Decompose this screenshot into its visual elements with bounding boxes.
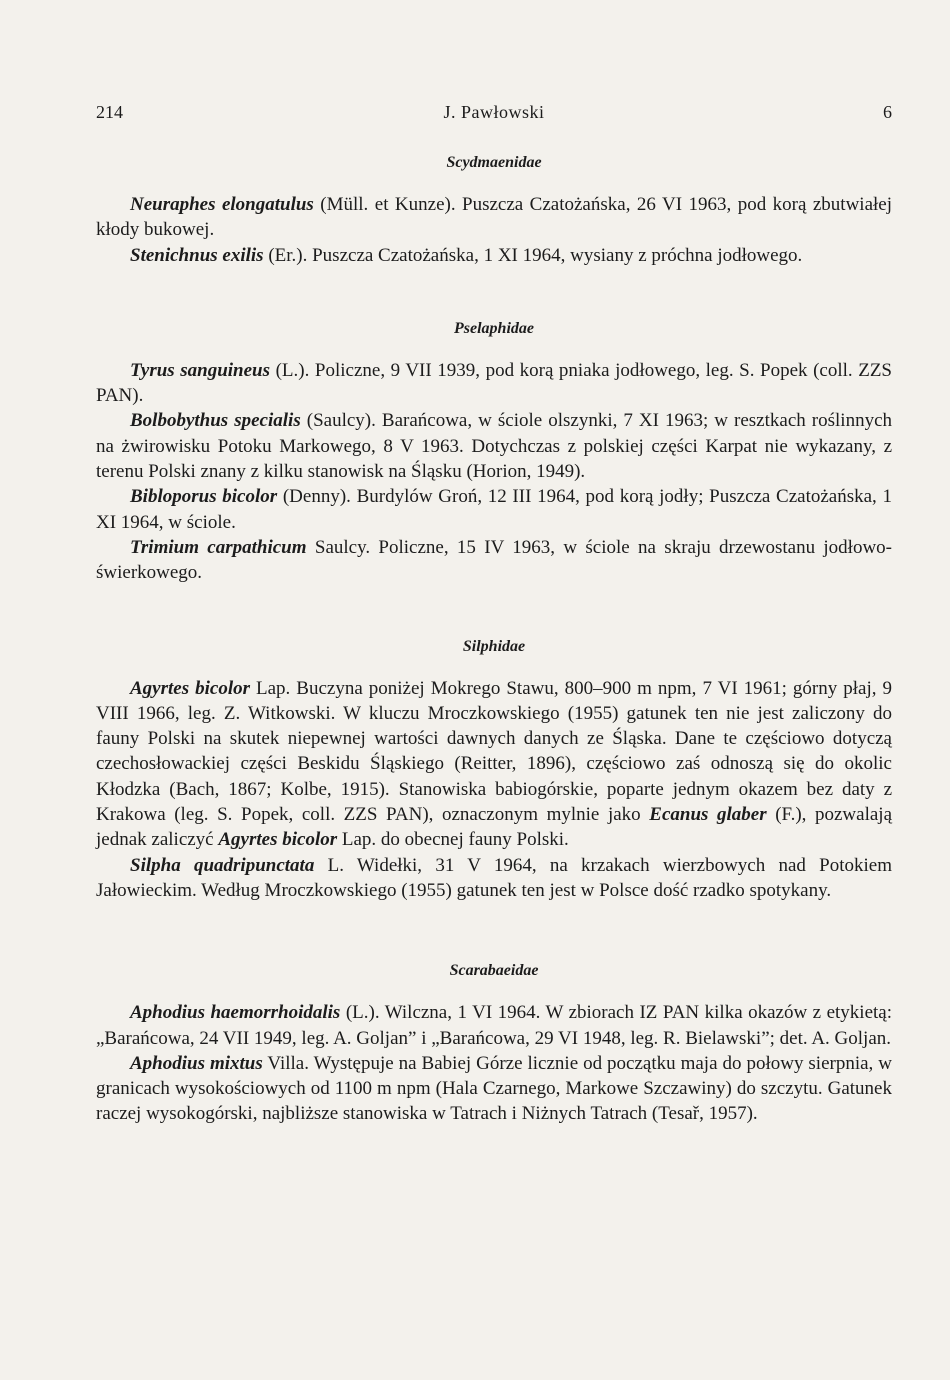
species-entry <box>96 358 892 409</box>
entry-text: (L.). Wilczna, 1 VI 1964. W zbiorach IZ PAN kilka okazów z etykietą: „Barańcowa, 24 VII 1949, leg. A. Goljan” i „Barańcowa, 29 VI 1948, leg. R. Bielawski”; det. A. Goljan. <box>96 1002 892 1049</box>
entry-text: (F.), pozwalają jednak zaliczyć <box>96 804 893 851</box>
species-name: Tyrus sanguineus <box>130 359 271 381</box>
article-body <box>96 150 892 1127</box>
species-entry <box>96 243 892 268</box>
section-number: 6 <box>883 102 892 122</box>
species-name: Neuraphes elongatulus <box>130 194 314 215</box>
species-name: Aphodius mixtus <box>130 1052 263 1074</box>
species-name: Silpha quadripunctata <box>130 854 315 876</box>
species-entry <box>96 1000 892 1051</box>
species-entry <box>96 484 892 535</box>
species-entry <box>96 1051 892 1127</box>
family-heading-pselaphidae: Pselaphidae <box>454 319 534 337</box>
entry-text: (Denny). Burdylów Groń, 12 III 1964, pod korą jodły; Puszcza Czatożańska, 1 XI 1964, w ściole. <box>96 486 892 533</box>
family-heading-scarabaeidae: Scarabaeidae <box>449 962 539 980</box>
entry-text: L. Widełki, 31 V 1964, na krzakach wierzbowych nad Potokiem Jałowieckim. Według Mroczkowskiego (1955) gatunek ten jest w Polsce dość rzadko spotykany. <box>96 854 893 901</box>
running-head: J. Pawłowski <box>443 102 545 122</box>
entry-text: (Müll. et Kunze). Puszcza Czatożańska, 26 VI 1963, pod korą zbutwiałej kłody bukowej. <box>96 194 892 241</box>
species-name: Aphodius haemorrhoidalis <box>130 1002 341 1024</box>
entry-text: Villa. Występuje na Babiej Górze licznie od początku maja do połowy sierpnia, w granicach wysokościowych od 1100 m npm (Hala Czarnego, Markowe Szczawiny) do szczytu. Gatunek raczej wysokogórski, najbliższe stanowiska w Tatrach i Niżnych Tatrach (Tesař, 1957). <box>96 1052 892 1125</box>
entry-text: (L.). Policzne, 9 VII 1939, pod korą pniaka jodłowego, leg. S. Popek (coll. ZZS PAN). <box>96 359 892 407</box>
page-header <box>96 102 892 128</box>
entry-text: Saulcy. Policzne, 15 IV 1963, w ściole na skraju drzewostanu jodłowo-świerkowego. <box>96 536 893 584</box>
species-entry <box>96 535 892 586</box>
entry-text: Lap. Buczyna poniżej Mokrego Stawu, 800–900 m npm, 7 VI 1961; górny płaj, 9 VIII 1966, leg. Z. Witkowski. W kluczu Mroczkowskiego (1955) gatunek ten nie jest zaliczony do fauny Polski na skutek niepewnej wartości dawnych danych ze Śląska. Dane te częściowo dotyczą czechosłowackiej części Beskidu Śląskiego (Reitter, 1896), częściowo zaś odnoszą się do okolic Kłodzka (Bach, 1867; Kolbe, 1915). Stanowiska babiogórskie, poparte jednym okazem bez daty z Krakowa (leg. S. Popek, coll. ZZS PAN), oznaczonym mylnie jako <box>96 677 893 826</box>
species-entry <box>96 192 892 243</box>
entry-text: (Er.). Puszcza Czatożańska, 1 XI 1964, wysiany z próchna jodłowego. <box>268 244 803 266</box>
species-name: Stenichnus exilis <box>130 244 264 266</box>
species-entry <box>96 408 892 484</box>
entry-text: Lap. do obecnej fauny Polski. <box>341 829 569 851</box>
species-entry <box>96 853 892 904</box>
species-name: Bolbobythus specialis <box>130 410 301 432</box>
family-heading-scydmaenidae: Scydmaenidae <box>446 154 542 171</box>
family-heading-silphidae: Silphidae <box>462 637 526 655</box>
entry-text: (Saulcy). Barańcowa, w ściole olszynki, 7 XI 1963; w resztkach roślinnych na żwirowisku Potoku Markowego, 8 V 1963. Dotychczas z polskiej części Karpat nie wykazany, z terenu Polski znany z kilku stanowisk na Śląsku (Horion, 1949). <box>96 410 892 483</box>
species-name: Bibloporus bicolor <box>130 486 278 508</box>
species-name: Trimium carpathicum <box>130 536 307 558</box>
species-entry <box>96 676 892 853</box>
species-name: Agyrtes bicolor <box>218 829 338 851</box>
species-name: Ecanus glaber <box>649 804 767 826</box>
species-name: Agyrtes bicolor <box>130 677 250 699</box>
page-number: 214 <box>96 102 123 122</box>
